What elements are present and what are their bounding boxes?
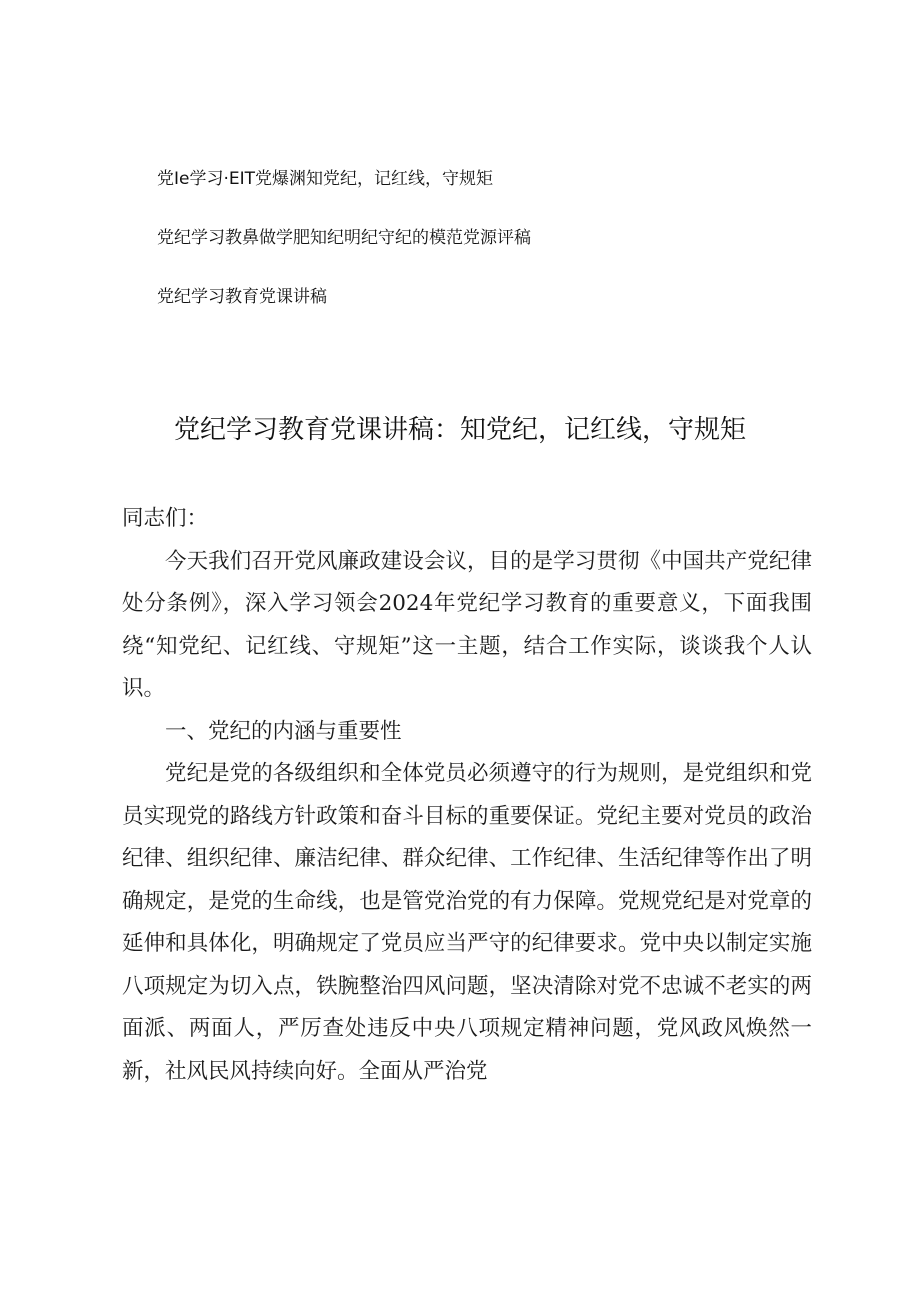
toc-item-3[interactable]: 党纪学习教育党课讲稿 [157, 287, 327, 307]
paragraph-intro: 今天我们召开党风廉政建设会议，目的是学习贯彻《中国共产党纪律处分条例》，深入学习领会2024年党纪学习教育的重要意义，下面我围绕“知党纪、记红线、守规矩”这一主题，结合工作实际，谈谈我个人认识。 [122, 548, 812, 701]
document-title: 党纪学习教育党课讲稿：知党纪，记红线，守规矩 [173, 415, 746, 445]
table-of-contents [157, 168, 817, 345]
document-body [122, 498, 812, 1093]
toc-item-2[interactable]: 党纪学习教鼻做学肥知纪明纪守纪的模范党源评稿 [157, 228, 531, 248]
salutation: 同志们： [122, 506, 209, 531]
toc-item-1[interactable]: 党Ie学习·EIT党爆渊知党纪，记红线，守规矩 [157, 169, 494, 189]
section-heading-1: 一、党纪的内涵与重要性 [165, 718, 402, 744]
paragraph-section-1: 党纪是党的各级组织和全体党员必须遵守的行为规则，是党组织和党员实现党的路线方针政策和奋斗目标的重要保证。党纪主要对党员的政治纪律、组织纪律、廉洁纪律、群众纪律、工作纪律、生活纪律等作出了明确规定，是党的生命线，也是管党治党的有力保障。党规党纪是对党章的延伸和具体化，明确规定了党员应当严守的纪律要求。党中央以制定实施八项规定为切入点，铁腕整治四风问题，坚决清除对党不忠诚不老实的两面派、两面人，严厉查处违反中央八项规定精神问题，党风政风焕然一新，社风民风持续向好。全面从严治党 [122, 761, 812, 1084]
